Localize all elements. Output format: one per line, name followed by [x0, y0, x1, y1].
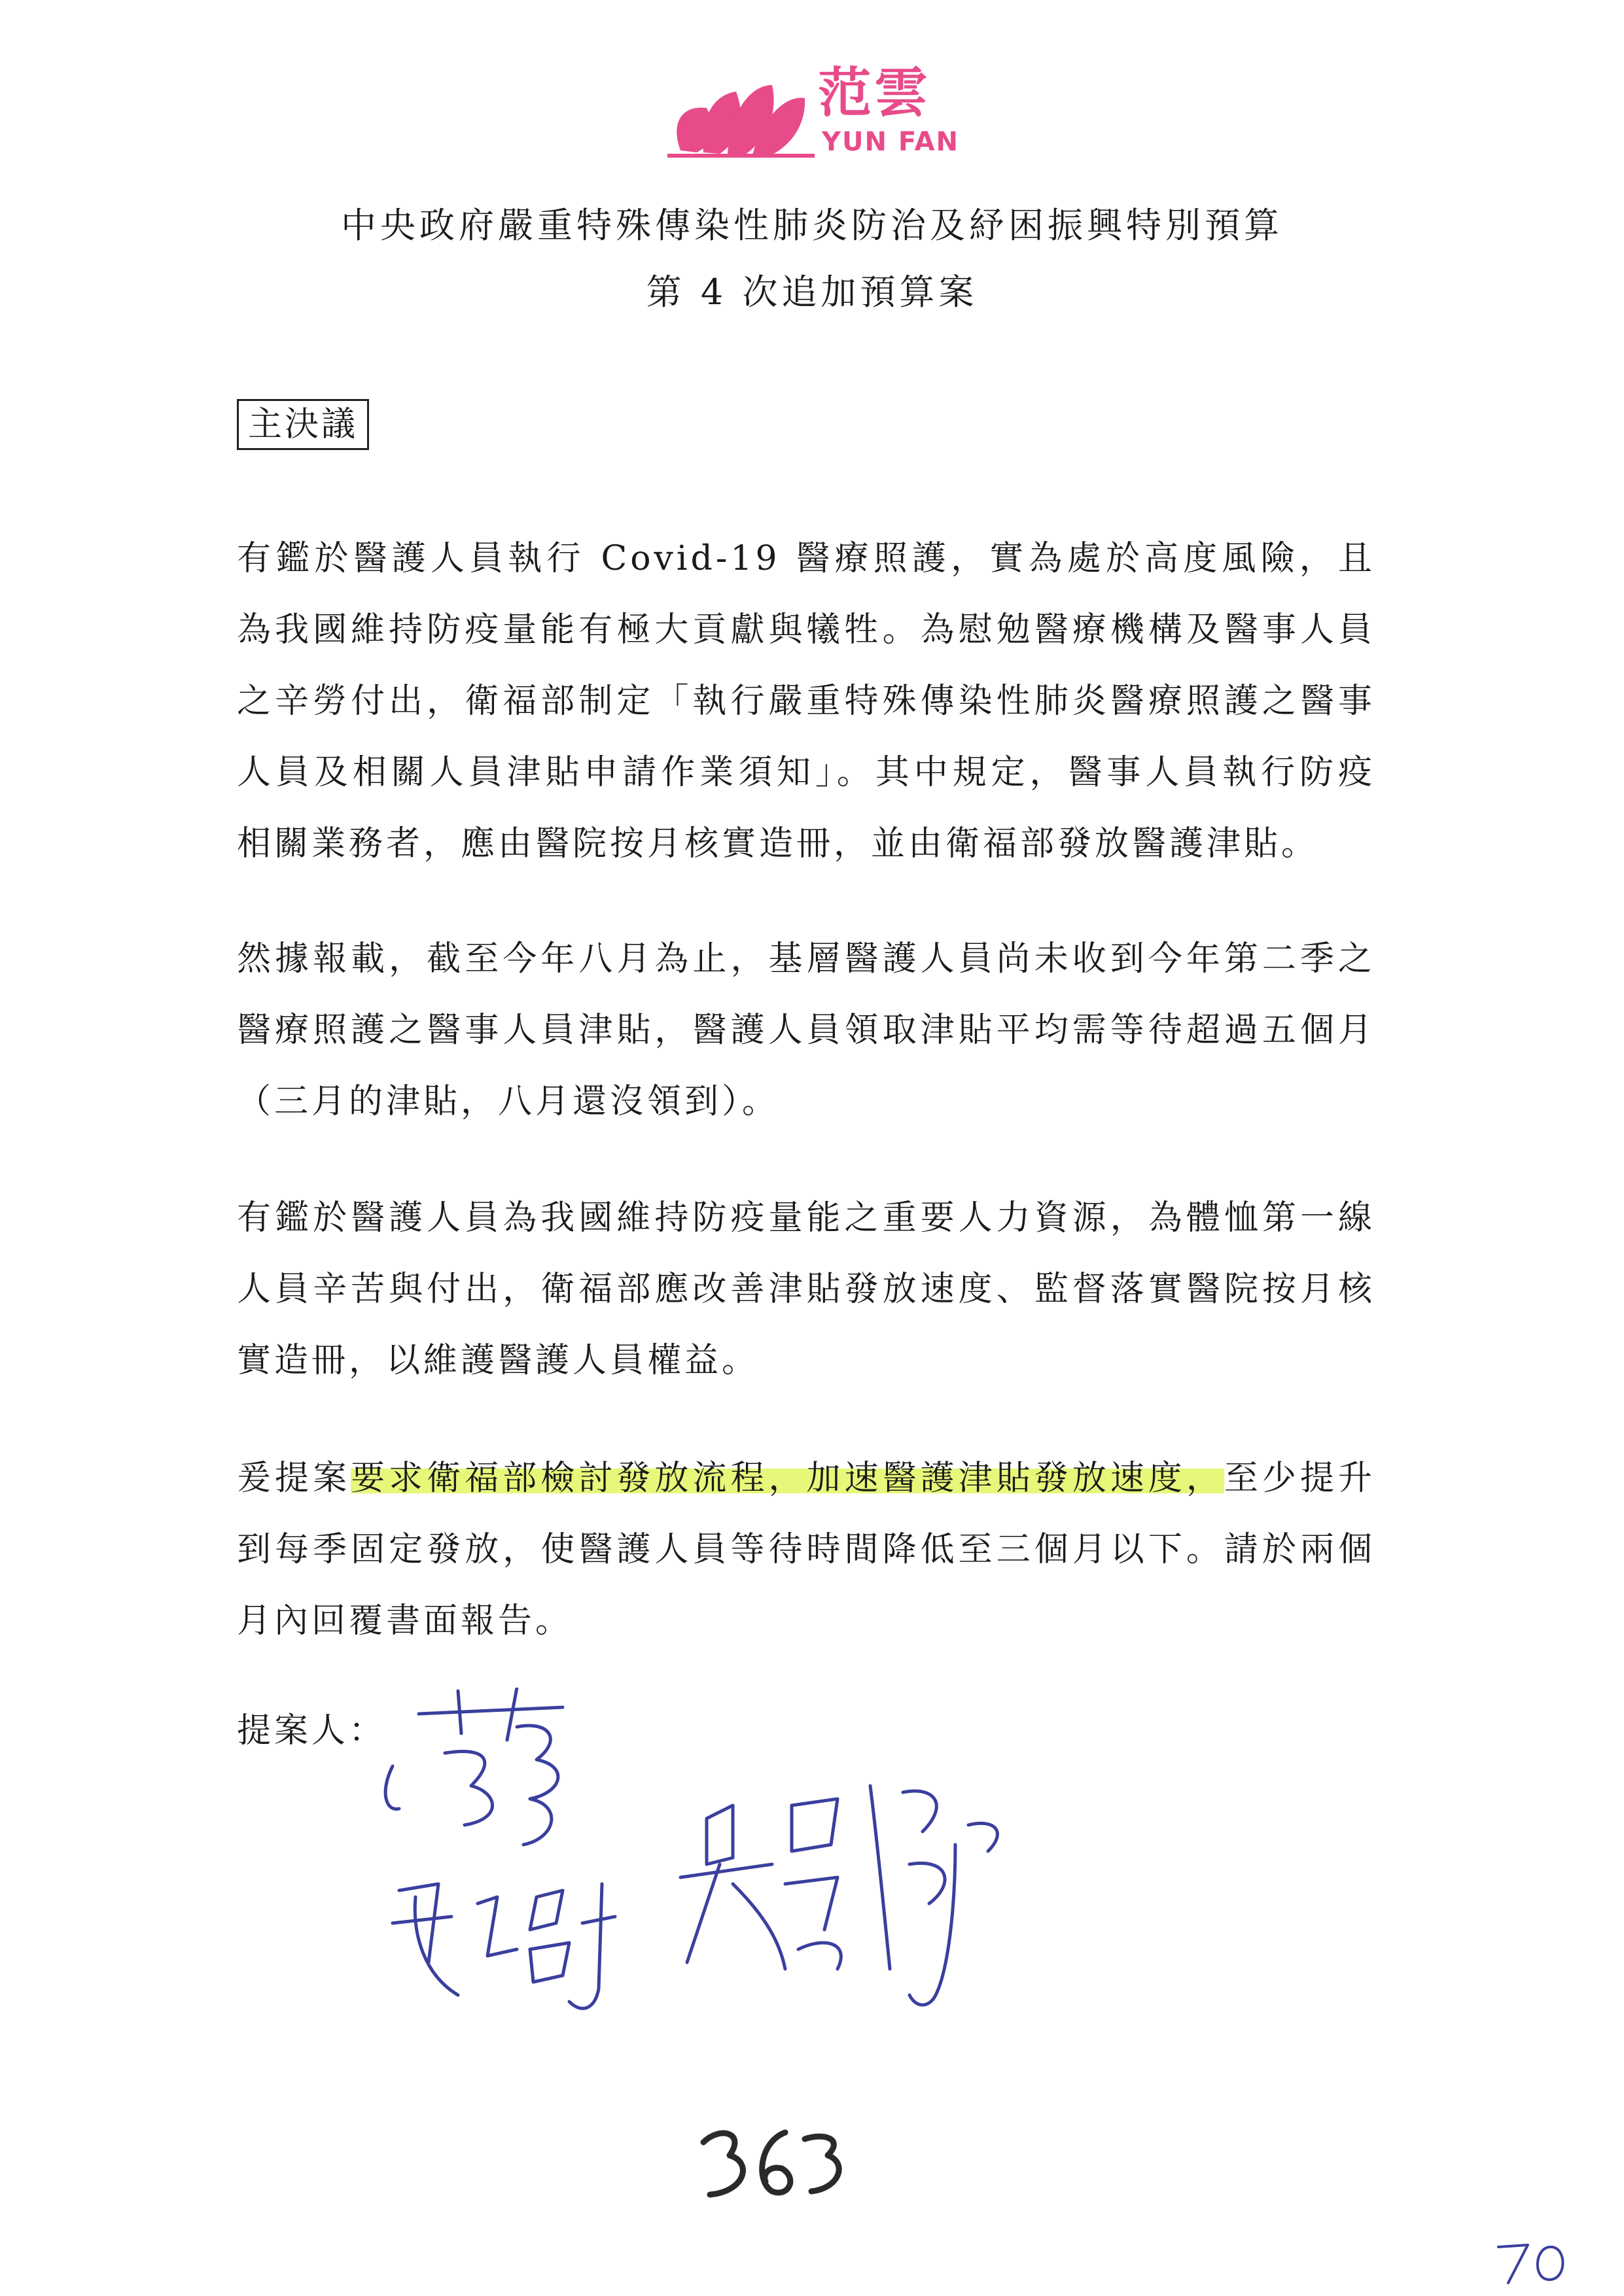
paragraph-4 [237, 1443, 1375, 1657]
proposer-label: 提案人： [237, 1711, 387, 1750]
section-label-main-resolution: 主決議 [237, 399, 369, 450]
petal-logo-icon [667, 62, 818, 160]
document-title-line1: 中央政府嚴重特殊傳染性肺炎防治及紓困振興特別預算 [341, 205, 1283, 246]
signature-3 [680, 1786, 997, 2005]
paragraph-3: 有鑑於醫護人員為我國維持防疫量能之重要人力資源，為體恤第一線人員辛苦與付出，衛福部應改善津貼發放速度、監督落實醫院按月核實造冊，以維護醫護人員權益。 [237, 1198, 1375, 1380]
paragraph-4-highlight: 要求衛福部檢討發放流程，加速醫護津貼發放速度， [351, 1459, 1224, 1498]
handwritten-corner-number [1492, 2237, 1577, 2289]
handwritten-signatures [366, 1688, 1184, 2146]
signature-1 [385, 1688, 563, 1845]
signature-2 [393, 1884, 615, 2008]
paragraph-1: 有鑑於醫護人員執行 Covid-19 醫療照護，實為處於高度風險，且為我國維持防疫量能有極大貢獻與犧牲。為慰勉醫療機構及醫事人員之辛勞付出，衛福部制定「執行嚴重特殊傳染性肺炎醫療照護之醫事人員及相關人員津貼申請作業須知」。其中規定，醫事人員執行防疫相關業務者，應由醫院按月核實造冊，並由衛福部發放醫護津貼。 [237, 539, 1375, 863]
logo-chinese-name: 范雲 [818, 62, 931, 124]
paragraph-4-suffix: 至少提升到每季固定發放，使醫護人員等待時間降低至三個月以下。請於兩個月內回覆書面報告。 [237, 1459, 1375, 1641]
paragraph-2: 然據報載，截至今年八月為止，基層醫護人員尚未收到今年第二季之醫療照護之醫事人員津貼，醫護人員領取津貼平均需等待超過五個月（三月的津貼，八月還沒領到）。 [237, 939, 1375, 1121]
paragraph-4-prefix: 爰提案 [237, 1459, 351, 1498]
document-title-line2: 第 4 次追加預算案 [646, 271, 978, 313]
handwritten-page-number [694, 2116, 851, 2208]
logo-english-name: YUN FAN [822, 127, 960, 157]
yun-fan-logo [667, 62, 962, 160]
